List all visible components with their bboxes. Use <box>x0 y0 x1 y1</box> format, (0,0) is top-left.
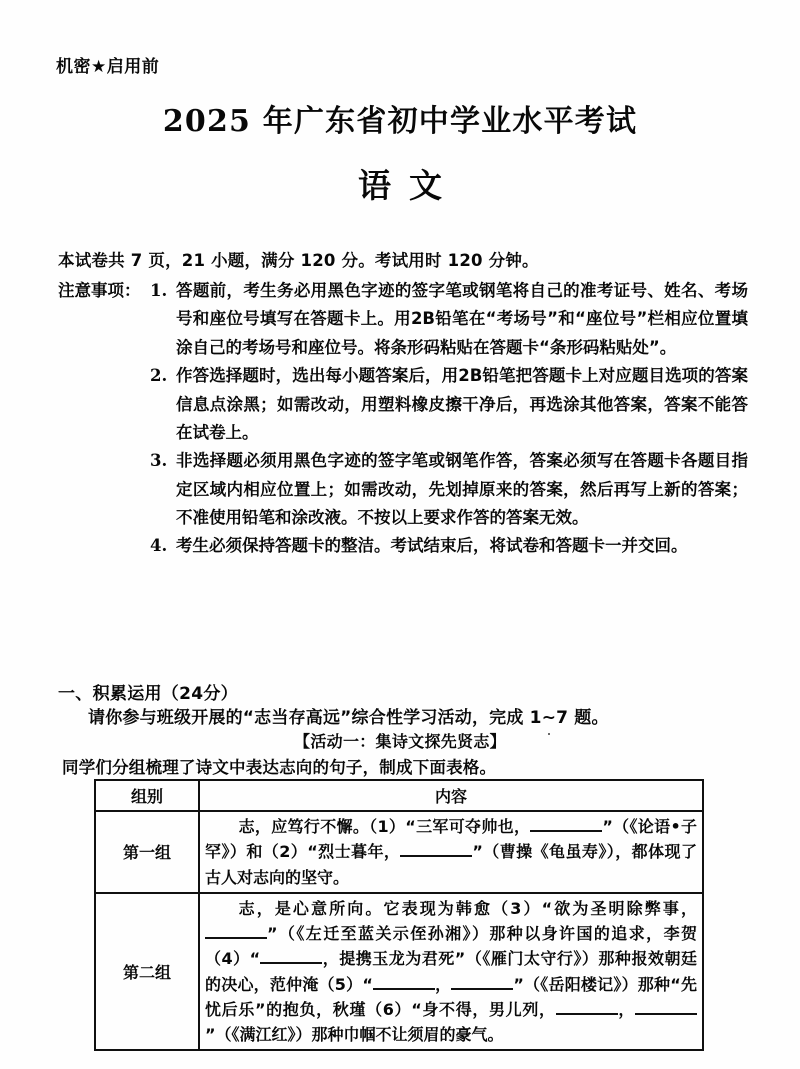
note-text: 作答选择题时，选出每小题答案后，用2B铅笔把答题卡上对应题目选项的答案信息点涂黑；如需改动，用塑料橡皮擦干净后，再选涂其他答案，答案不能答在试卷上。 <box>176 366 748 442</box>
answer-blank[interactable] <box>373 972 435 989</box>
page-title: 2025 年广东省初中学业水平考试 <box>162 104 638 139</box>
note-number: 4. <box>150 536 168 556</box>
activity-lead: 同学们分组梳理了诗文中表达志向的句子，制成下面表格。 <box>62 758 497 777</box>
answer-blank[interactable] <box>556 998 618 1015</box>
answer-blank[interactable] <box>530 815 602 832</box>
answer-blank[interactable] <box>260 947 322 964</box>
section-heading: 一、积累运用（24分） <box>58 684 238 704</box>
note-item <box>150 532 748 560</box>
answer-blank[interactable] <box>451 972 513 989</box>
cell-content <box>199 811 703 893</box>
answer-blank[interactable] <box>205 922 267 939</box>
segment-text: ”（《论语•子罕》）和（2）“烈士暮年， <box>205 817 697 862</box>
column-header-group: 组别 <box>95 780 199 811</box>
cell-content <box>199 893 703 1051</box>
segment-text: 志，应笃行不懈。（1）“三军可夺帅也， <box>238 817 531 836</box>
table-row <box>95 811 703 893</box>
answer-blank[interactable] <box>635 998 697 1015</box>
segment-text: ”（曹操《龟虽寿》），都体现了古人对志向的坚守。 <box>205 842 697 887</box>
activity-title: 【活动一：集诗文探先贤志】 <box>294 732 506 751</box>
cell-group-name: 第一组 <box>95 811 199 893</box>
confidential-marker: 机密★启用前 <box>56 57 160 77</box>
note-item <box>150 277 748 362</box>
note-text: 非选择题必须用黑色字迹的签字笔或钢笔作答，答案必须写在答题卡各题目指定区域内相应位置上；如需改动，先划掉原来的答案，然后再写上新的答案；不准使用铅笔和涂改液。不按以上要求作答的答案无效。 <box>176 451 748 527</box>
notes-label: 注意事项： <box>58 281 141 300</box>
notes-list <box>150 277 748 561</box>
table-header-row <box>95 780 703 811</box>
note-text: 考生必须保持答题卡的整洁。考试结束后，将试卷和答题卡一并交回。 <box>176 536 688 556</box>
answer-blank[interactable] <box>400 840 472 857</box>
note-number: 3. <box>150 451 168 471</box>
segment-text: ， <box>617 999 635 1019</box>
segment-text: ， <box>434 974 452 994</box>
poem-table <box>94 779 704 1051</box>
table-row <box>95 893 703 1051</box>
segment-text: ”（《满江红》）那种巾帼不让须眉的豪气。 <box>205 1025 504 1045</box>
column-header-content: 内容 <box>199 780 703 811</box>
segment-text: ”（《岳阳楼记》）那种“先忧后乐”的抱负，秋瑾（6）“身不得，男儿列， <box>205 974 697 1019</box>
stray-ink-dot <box>548 733 550 735</box>
note-item <box>150 447 748 532</box>
note-number: 1. <box>150 281 168 300</box>
paper-meta-line: 本试卷共 7 页，21 小题，满分 120 分。考试用时 120 分钟。 <box>58 251 539 270</box>
segment-text: ”（《左迁至蓝关示侄孙湘》）那种以身许国的追求，李贺（4）“ <box>205 924 697 969</box>
segment-text: 志，是心意所向。它表现为韩愈（3）“欲为圣明除弊事， <box>238 898 697 918</box>
note-text: 答题前，考生务必用黑色字迹的签字笔或钢笔将自己的准考证号、姓名、考场号和座位号填写在答题卡上。用2B铅笔在“考场号”和“座位号”栏相应位置填涂自己的考场号和座位号。将条形码粘贴在答题卡“条形码粘贴处”。 <box>176 281 748 357</box>
cell-group-name: 第二组 <box>95 893 199 1051</box>
segment-text: ，提携玉龙为君死”（《雁门太守行》）那种报效朝廷的决心，范仲淹（5）“ <box>205 949 697 994</box>
note-number: 2. <box>150 366 168 386</box>
note-item <box>150 362 748 447</box>
subject-title: 语文 <box>358 166 460 205</box>
section-intro: 请你参与班级开展的“志当存高远”综合性学习活动，完成 1~7 题。 <box>88 708 609 728</box>
exam-notes <box>58 277 748 561</box>
